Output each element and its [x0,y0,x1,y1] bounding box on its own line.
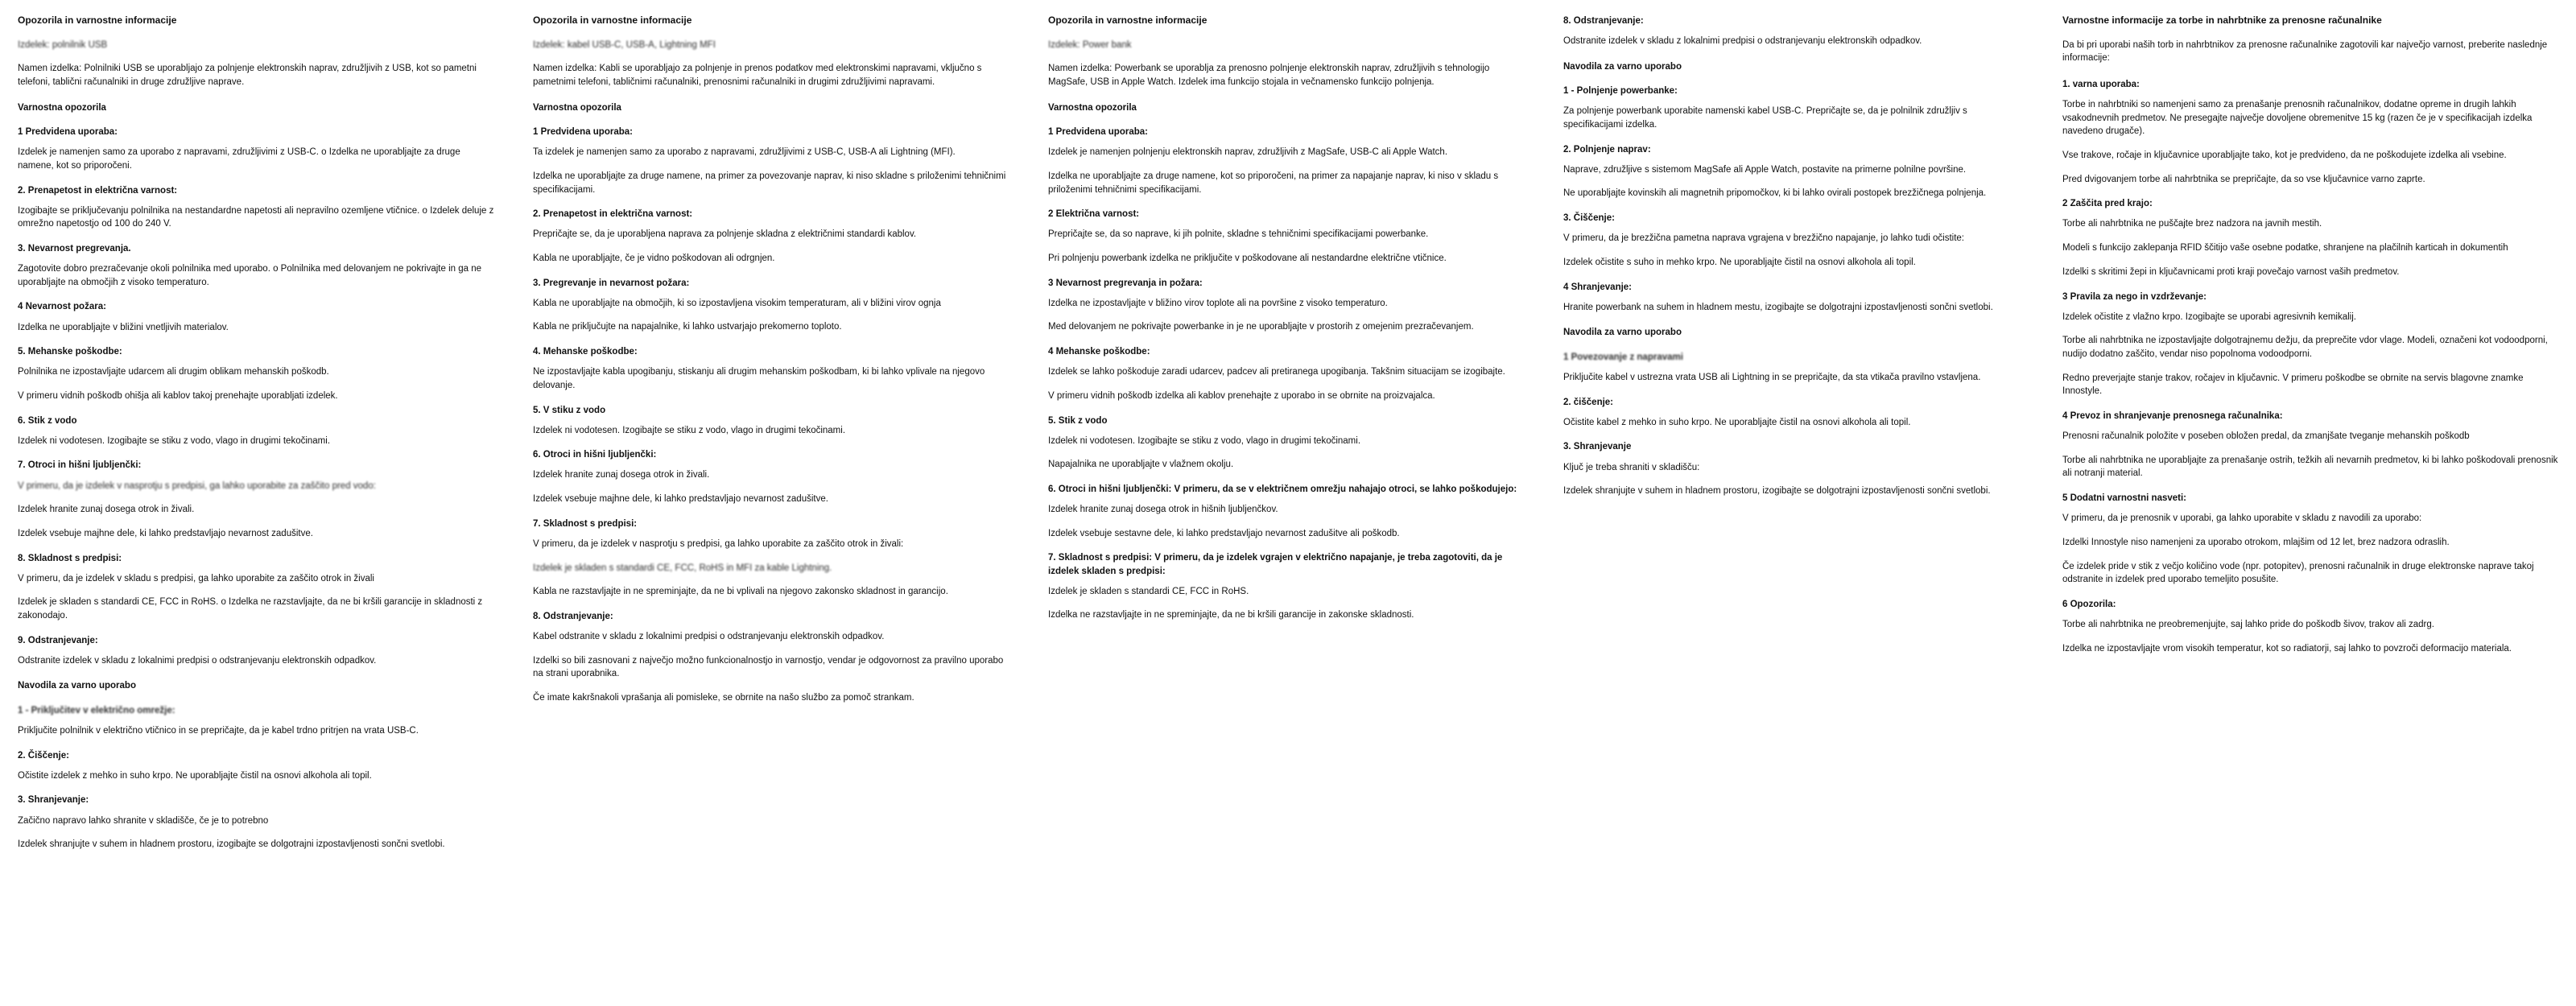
usage-head: 3. Shranjevanje: [18,795,89,806]
usage-heading-secondary: Navodila za varno uporabo [1563,328,1682,338]
warning-head: 9. Odstranjevanje: [18,635,98,645]
warnings-heading: Varnostna opozorila [533,102,621,113]
warning-text: Izdelka ne uporabljajte za druge namene, kot so priporočeni, na primer za napajanje naprav, ki niso v skladu s priloženimi tehničnimi specifikacijami. [1048,171,1499,195]
section-lead: Da bi pri uporabi naših torb in nahrbtnikov za prenosne računalnike zagotovili kar največjo varnost, preberite naslednje informacije: [2062,39,2548,64]
section-title: Opozorila in varnostne informacije [533,14,692,26]
section-text: Pred dvigovanjem torbe ali nahrbtnika se prepričajte, da so vse ključavnice varno zaprte. [2062,174,2425,184]
usage-text: Začično napravo lahko shranite v skladišče, če je to potrebno [18,815,269,826]
warning-head: 6. Stik z vodo [18,415,77,426]
section-head: 3 Pravila za nego in vzdrževanje: [2062,291,2207,302]
warning-head: 5. Stik z vodo [1048,415,1108,426]
warning-text: V primeru, da je izdelek v nasprotju s predpisi, ga lahko uporabite za zaščito pred vodo: [18,480,376,491]
warning-text: Odstranite izdelek v skladu z lokalnimi predpisi o odstranjevanju elektronskih odpadkov. [1563,36,1922,47]
section-title: Opozorila in varnostne informacije [1048,14,1208,26]
section-text: Torbe ali nahrbtnika ne preobremenjujte, saj lahko pride do poškodb šivov, trakov ali zadrg. [2062,619,2434,629]
section-head: 5 Dodatni varnostni nasveti: [2062,493,2187,504]
usage-head: 3. Čiščenje: [1563,213,1615,224]
warning-text: Izdelek je namenjen samo za uporabo z napravami, združljivimi z USB-C. o Izdelka ne uporabljajte za druge namene, kot so priporočeni. [18,147,460,171]
usage-text: Priključite kabel v ustrezna vrata USB ali Lightning in se prepričajte, da sta vtikača pravilno vstavljena. [1563,372,1981,382]
section-title: Opozorila in varnostne informacije [18,14,177,26]
section-text: Prenosni računalnik položite v poseben obložen predal, da zmanjšate tveganje mehanskih poškodb [2062,431,2470,442]
usage-text: Očistite kabel z mehko in suho krpo. Ne uporabljajte čistil na osnovi alkohola ali topil. [1563,417,1911,427]
usage-text: Izdelek shranjujte v suhem in hladnem prostoru, izogibajte se dolgotrajni izpostavljenosti sončni svetlobi. [18,839,445,850]
warning-head: 4. Mehanske poškodbe: [533,347,638,357]
warning-text: Izdelek vsebuje majhne dele, ki lahko predstavljajo nevarnost zadušitve. [18,528,313,538]
warning-text: Izdelek je skladen s standardi CE, FCC in RoHS. [1048,586,1249,596]
product-line: Izdelek: kabel USB-C, USB-A, Lightning MFI [533,39,716,50]
usage-head: 1 - Priključitev v električno omrežje: [18,705,175,715]
warning-head: 7. Skladnost s predpisi: [533,518,638,529]
usage-heading: Navodila za varno uporabo [18,681,136,691]
warning-text: Odstranite izdelek v skladu z lokalnimi predpisi o odstranjevanju elektronskih odpadkov. [18,655,377,666]
warning-text: Izdelek hranite zunaj dosega otrok in živali. [18,505,195,515]
warning-text: Ta izdelek je namenjen samo za uporabo z napravami, združljivimi z USB-C, USB-A ali Lightning (MFI). [533,147,956,158]
warning-text: Kabel odstranite v skladu z lokalnimi predpisi o odstranjevanju elektronskih odpadkov. [533,631,885,641]
column-usb-charger [0,14,515,1006]
warning-head: 6. Otroci in hišni ljubljenčki: V primeru, da se v električnem omrežju nahajajo otroci, se lahko poškodujejo: [1048,484,1517,494]
column-bags-backpacks [2045,14,2576,1006]
usage-text: Naprave, združljive s sistemom MagSafe ali Apple Watch, postavite na primerne polnilne površine. [1563,164,1967,175]
warning-head: 1 Predvidena uporaba: [1048,127,1148,138]
section-text: Izdelek očistite z vlažno krpo. Izogibajte se uporabi agresivnih kemikalij. [2062,311,2356,322]
warning-text: Izdelka ne uporabljajte za druge namene, na primer za povezovanje naprav, ki niso skladne s priloženimi tehničnimi specifikacijami. [533,171,1006,195]
warning-text: Izdelek je skladen s standardi CE, FCC, RoHS in MFI za kable Lightning. [533,563,832,573]
warning-text: Prepričajte se, da je uporabljena naprava za polnjenje skladna z električnimi standardi kablov. [533,229,917,240]
section-text: Modeli s funkcijo zaklepanja RFID ščitijo vaše osebne podatke, shranjene na plačilnih karticah in dokumentih [2062,243,2508,254]
usage-text: Očistite izdelek z mehko in suho krpo. Ne uporabljajte čistil na osnovi alkohola ali topil. [18,770,372,781]
usage-head: 1 Povezovanje z napravami [1563,352,1683,362]
usage-head: 3. Shranjevanje [1563,442,1632,452]
footer-note: Izdelki so bili zasnovani z največjo možno funkcionalnostjo in varnostjo, vendar je odgovornost za pravilno uporabo na strani uporabnika. [533,655,1004,679]
section-text: Izdelka ne izpostavljajte vrom visokih temperatur, kot so radiatorji, saj lahko to povzroči deformacijo materiala. [2062,643,2512,653]
warning-head: 4 Mehanske poškodbe: [1048,347,1150,357]
warning-head: 8. Odstranjevanje: [533,611,613,621]
warning-text: V primeru vidnih poškodb ohišja ali kablov takoj prenehajte uporabljati izdelek. [18,390,338,401]
warning-head: 1 Predvidena uporaba: [533,127,633,138]
section-text: V primeru, da je prenosnik v uporabi, ga lahko uporabite v skladu z navodili za uporabo: [2062,513,2422,524]
warnings-heading: Varnostna opozorila [1048,102,1137,113]
column-powerbank [1030,14,1546,1006]
product-purpose: Namen izdelka: Powerbank se uporablja za prenosno polnjenje elektronskih naprav, združljivih s tehnologijo MagSafe, USB in Apple Watch. Izdelek ima funkcijo stojala in večnamensko funkcijo polnjenja. [1048,64,1490,87]
warning-text: Ne izpostavljajte kabla upogibanju, stiskanju ali drugim mehanskim poškodbam, ki bi lahko vplivale na njegovo delovanje. [533,367,985,390]
warning-head: 3 Nevarnost pregrevanja in požara: [1048,278,1203,288]
warning-head: 3. Nevarnost pregrevanja. [18,244,131,254]
usage-head: 4 Shranjevanje: [1563,282,1633,292]
section-text: Redno preverjajte stanje trakov, ročajev in ključavnic. V primeru poškodbe se obrnite na servis blagovne znamke Innostyle. [2062,373,2524,397]
footer-note: Če imate kakršnakoli vprašanja ali pomisleke, se obrnite na našo službo za pomoč strankam. [533,692,914,703]
warning-text: Kabla ne uporabljajte na območjih, ki so izpostavljena visokim temperaturam, ali v bližini virov ognja [533,298,941,308]
warning-text: V primeru, da je izdelek v nasprotju s predpisi, ga lahko uporabite za zaščito otrok in živali: [533,538,904,549]
usage-text: Izdelek očistite s suho in mehko krpo. Ne uporabljajte čistil na osnovi alkohola ali topil. [1563,257,1916,267]
warning-text: Izdelek je namenjen polnjenju elektronskih naprav, združljivih z MagSafe, USB-C ali Apple Watch. [1048,147,1448,158]
usage-head: 2. Polnjenje naprav: [1563,144,1651,155]
section-head: 4 Prevoz in shranjevanje prenosnega računalnika: [2062,410,2283,421]
warning-head: 1 Predvidena uporaba: [18,127,118,138]
section-text: Torbe ali nahrbtnika ne puščajte brez nadzora na javnih mestih. [2062,219,2322,229]
warning-head: 5. V stiku z vodo [533,405,606,415]
warning-text: V primeru, da je izdelek v skladu s predpisi, ga lahko uporabite za zaščito otrok in živali [18,573,374,583]
warning-head: 2 Električna varnost: [1048,209,1140,220]
warning-text: Izdelka ne uporabljajte v bližini vnetljivih materialov. [18,322,229,332]
warning-text: Polnilnika ne izpostavljajte udarcem ali drugim oblikam mehanskih poškodb. [18,367,329,377]
usage-heading: Navodila za varno uporabo [1563,61,1682,72]
usage-head: 2. čiščenje: [1563,397,1614,407]
section-head: 6 Opozorila: [2062,599,2116,609]
warning-text: Izdelek ni vodotesen. Izogibajte se stiku z vodo, vlago in drugimi tekočinami. [533,425,846,435]
warning-text: Izdelek vsebuje sestavne dele, ki lahko predstavljajo nevarnost zadušitve ali poškodb. [1048,528,1400,538]
warnings-heading: Varnostna opozorila [18,102,106,113]
warning-text: Izogibajte se priključevanju polnilnika na nestandardne napetosti ali nepravilno ozemljene vtičnice. o Izdelek deluje z omrežno napetostjo od 100 do 240 V. [18,205,494,229]
warning-text: V primeru vidnih poškodb izdelka ali kablov prenehajte z uporabo in se obrnite na proizvajalca. [1048,390,1435,401]
usage-text: Hranite powerbank na suhem in hladnem mestu, izogibajte se dolgotrajni izpostavljenosti sončni svetlobi. [1563,302,1993,312]
warning-head: 7. Otroci in hišni ljubljenčki: [18,460,142,471]
warning-head: 7. Skladnost s predpisi: V primeru, da je izdelek vgrajen v električno napajanje, je treba zagotoviti, da je izdelek skladen s predpisi: [1048,553,1503,576]
warning-text: Kabla ne razstavljajte in ne spreminjajte, da ne bi vplivali na njegovo zakonsko skladnost in garancijo. [533,587,948,597]
warning-head: 8. Skladnost s predpisi: [18,553,122,563]
section-text: Izdelki Innostyle niso namenjeni za uporabo otrokom, mlajšim od 12 let, brez nadzora odraslih. [2062,537,2450,547]
column-powerbank-continued [1546,14,2045,1006]
warning-head: 2. Prenapetost in električna varnost: [18,185,178,196]
warning-head: 2. Prenapetost in električna varnost: [533,209,693,220]
section-text: Torbe in nahrbtniki so namenjeni samo za prenašanje prenosnih računalnikov, dodatne opreme in drugih lahkih vsakodnevnih predmetov. Ne presegajte največje dovoljene obremenitve 15 kg (razen če je v specifikacijah izdelka navedeno drugače). [2062,100,2533,137]
usage-text: Ključ je treba shraniti v skladišču: [1563,462,1700,472]
warning-text: Izdelek je skladen s standardi CE, FCC in RoHS. o Izdelka ne razstavljajte, da ne bi kršili garancije in skladnosti z zakonodajo. [18,597,483,621]
usage-head: 2. Čiščenje: [18,750,69,761]
section-head: 1. varna uporaba: [2062,79,2140,89]
usage-text: V primeru, da je brezžična pametna naprava vgrajena v brezžično napajanje, jo lahko tudi očistite: [1563,233,1964,244]
product-purpose: Namen izdelka: Kabli se uporabljajo za polnjenje in prenos podatkov med elektronskimi napravami, vključno s pametnimi telefoni, tabličnimi računalniki, prenosnimi računalniki in drugimi združljivimi napravami. [533,64,982,87]
column-cable-mfi [515,14,1030,1006]
warning-text: Zagotovite dobro prezračevanje okoli polnilnika med uporabo. o Polnilnika med delovanjem ne pokrivajte in ga ne uporabljajte na območjih z visoko temperaturo. [18,264,481,287]
warning-head: 3. Pregrevanje in nevarnost požara: [533,278,690,288]
warning-head: 8. Odstranjevanje: [1563,16,1644,26]
product-line: Izdelek: Power bank [1048,39,1132,50]
usage-text: Ne uporabljajte kovinskih ali magnetnih pripomočkov, ki bi lahko ovirali postopek brezžičnega polnjenja. [1563,188,1987,199]
warning-text: Izdelek vsebuje majhne dele, ki lahko predstavljajo nevarnost zadušitve. [533,494,828,505]
usage-text: Za polnjenje powerbank uporabite namenski kabel USB-C. Prepričajte se, da je polnilnik združljiv s specifikacijami izdelka. [1563,106,1967,130]
warning-text: Napajalnika ne uporabljajte v vlažnem okolju. [1048,460,1234,470]
warning-text: Kabla ne priključujte na napajalnike, ki lahko ustvarjajo prekomerno toploto. [533,322,842,332]
warning-head: 5. Mehanske poškodbe: [18,347,122,357]
warning-text: Izdelek ni vodotesen. Izogibajte se stiku z vodo, vlago in drugimi tekočinami. [1048,435,1361,446]
warning-text: Izdelek hranite zunaj dosega otrok in živali. [533,470,710,480]
usage-text: Izdelek shranjujte v suhem in hladnem prostoru, izogibajte se dolgotrajni izpostavljenosti sončni svetlobi. [1563,486,1991,497]
section-text: Vse trakove, ročaje in ključavnice uporabljajte tako, kot je predvideno, da ne poškodujete izdelka ali vsebine. [2062,150,2507,161]
section-head: 2 Zaščita pred krajo: [2062,199,2153,209]
section-text: Če izdelek pride v stik z večjo količino vode (npr. potopitev), prenosni računalnik in druge elektronske naprave takoj odstranite in izdelek pred uporabo temeljito posušite. [2062,561,2534,585]
warning-text: Izdelka ne razstavljajte in ne spreminjajte, da ne bi kršili garancije in zakonske skladnosti. [1048,610,1414,621]
usage-text: Priključite polnilnik v električno vtičnico in se prepričajte, da je kabel trdno pritrjen na vrata USB-C. [18,726,419,736]
section-title: Varnostne informacije za torbe in nahrbtnike za prenosne računalnike [2062,14,2382,26]
warning-head: 6. Otroci in hišni ljubljenčki: [533,450,657,460]
section-text: Torbe ali nahrbtnika ne uporabljajte za prenašanje ostrih, težkih ali nevarnih predmetov, ki bi lahko poškodovali prenosnik ali notranji material. [2062,455,2558,479]
warning-text: Prepričajte se, da so naprave, ki jih polnite, skladne s tehničnimi specifikacijami powerbanke. [1048,229,1429,240]
warning-text: Izdelek ni vodotesen. Izogibajte se stiku z vodo, vlago in drugimi tekočinami. [18,435,331,446]
warning-text: Izdelek hranite zunaj dosega otrok in hišnih ljubljenčkov. [1048,505,1278,515]
warning-text: Izdelek se lahko poškoduje zaradi udarcev, padcev ali pretiranega upogibanja. Takšnim situacijam se izogibajte. [1048,367,1505,377]
warning-text: Med delovanjem ne pokrivajte powerbanke in je ne uporabljajte v prostorih z omejenim prezračevanjem. [1048,322,1474,332]
usage-head: 1 - Polnjenje powerbanke: [1563,86,1678,97]
product-line: Izdelek: polnilnik USB [18,39,108,50]
section-text: Torbe ali nahrbtnika ne izpostavljajte dolgotrajnemu dežju, da preprečite vdor vlage. Modeli, označeni kot vodoodporni, nudijo dodatno zaščito, vendar niso popolnoma vodoodporni. [2062,336,2548,359]
product-purpose: Namen izdelka: Polnilniki USB se uporabljajo za polnjenje elektronskih naprav, združljivih z USB, kot so pametni telefoni, tablični računalniki in druge združljive naprave. [18,64,477,87]
section-text: Izdelki s skritimi žepi in ključavnicami proti kraji povečajo varnost vaših predmetov. [2062,266,2400,277]
warning-text: Kabla ne uporabljajte, če je vidno poškodovan ali odrgnjen. [533,254,775,263]
warning-head: 4 Nevarnost požara: [18,302,106,312]
warning-text: Pri polnjenju powerbank izdelka ne priključite v poškodovane ali nestandardne električne vtičnice. [1048,254,1447,263]
warning-text: Izdelka ne izpostavljajte v bližino virov toplote ali na površine z visoko temperaturo. [1048,298,1388,308]
